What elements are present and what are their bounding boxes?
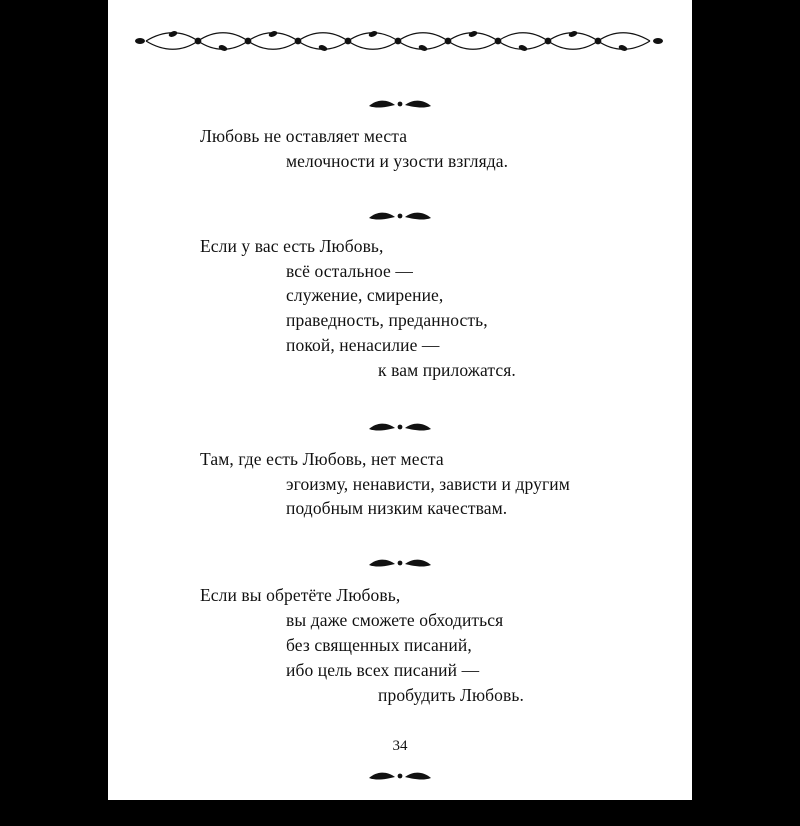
verse-line: вы даже сможете обходиться [286, 610, 504, 631]
verse-line: Если вы обретёте Любовь, [200, 585, 401, 606]
verse-line: эгоизму, ненависти, зависти и другим [286, 473, 570, 494]
verse-block [134, 234, 666, 383]
verse-line: служение, смирение, [286, 285, 444, 306]
verse-line: подобным низким качествам. [286, 498, 508, 519]
verse-line: Там, где есть Любовь, нет места [200, 448, 444, 469]
verse-line: ибо цель всех писаний — [286, 659, 480, 680]
book-page [108, 0, 692, 800]
verse-line: Если у вас есть Любовь, [200, 235, 384, 256]
spacer [134, 521, 666, 555]
verse-line: пробудить Любовь. [378, 684, 524, 705]
spacer [134, 383, 666, 419]
verse-line: без священных писаний, [286, 634, 472, 655]
verse-block [134, 583, 666, 707]
verse-line: праведность, преданность, [286, 310, 488, 331]
small-leaf-divider-ornament [134, 555, 666, 571]
verse-block [134, 124, 666, 174]
small-leaf-divider-ornament [134, 419, 666, 435]
verse-line: Любовь не оставляет места [200, 126, 408, 146]
verse-line: покой, ненасилие — [286, 335, 440, 356]
floral-band-ornament [134, 26, 666, 56]
verse-block [134, 447, 666, 522]
verse-line: всё остальное — [286, 260, 413, 281]
small-leaf-divider-ornament [134, 769, 666, 783]
page-content [108, 26, 692, 826]
page-number: 34 [392, 737, 408, 754]
spacer [134, 56, 666, 96]
verse-line: к вам приложатся. [378, 359, 516, 380]
spacer [134, 174, 666, 208]
small-leaf-divider-ornament [134, 208, 666, 224]
verse-line: мелочности и узости взгляда. [286, 150, 509, 171]
small-leaf-divider-ornament [134, 96, 666, 112]
